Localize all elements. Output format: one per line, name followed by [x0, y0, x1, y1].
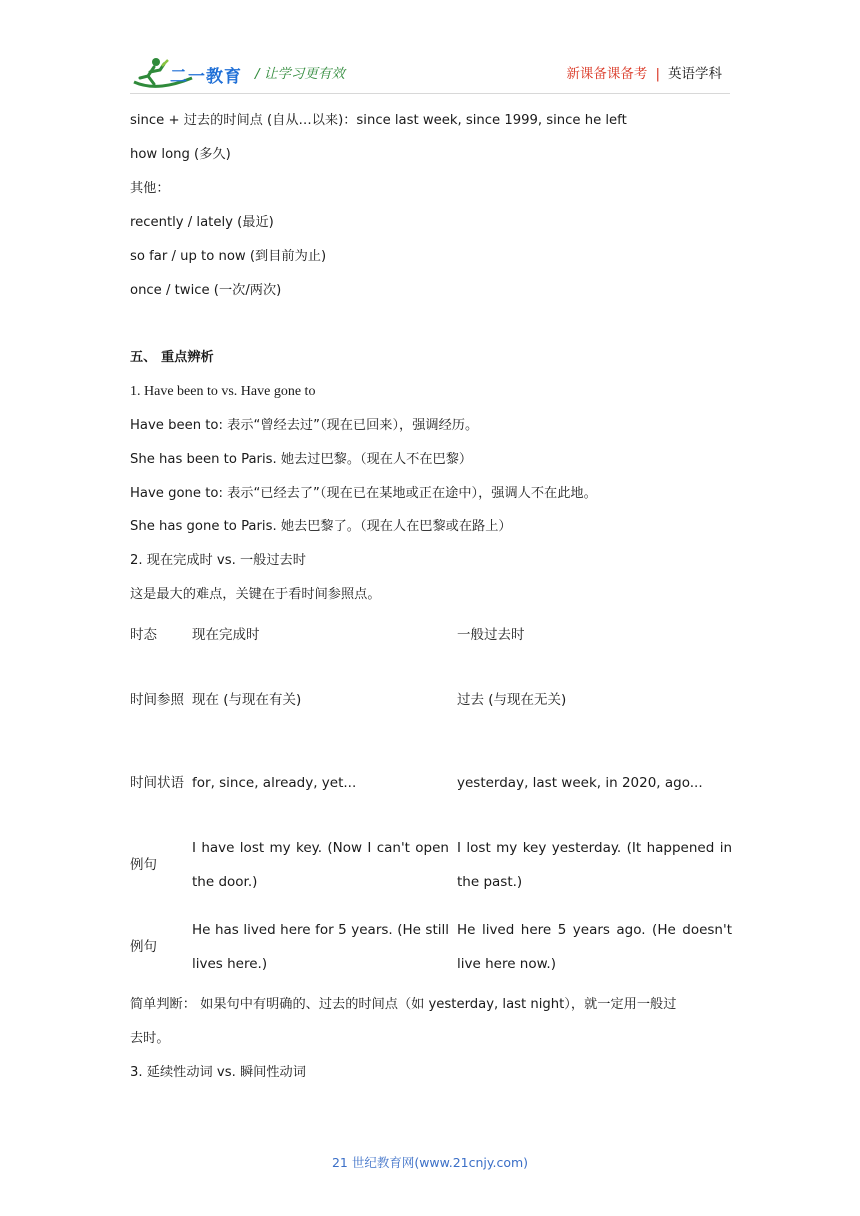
- header-separator: |: [655, 66, 660, 82]
- page-footer: 21 世纪教育网(www.21cnjy.com): [331, 1155, 529, 1170]
- logo-text: 二一教育: [170, 67, 242, 87]
- row-label: 时间状语: [130, 775, 184, 791]
- past-cell: I lost my key yesterday. (It happened in the past.): [457, 840, 732, 890]
- point2-title: 2. 现在完成时 vs. 一般过去时: [130, 553, 306, 568]
- row-label: 例句: [130, 939, 157, 955]
- page-header: [0, 0, 860, 110]
- once-line: once / twice (一次/两次): [130, 283, 282, 298]
- point1-gone-example: She has gone to Paris. 她去巴黎了。（现在人在巴黎或在路上）: [130, 519, 512, 534]
- recently-line: recently / lately (最近): [130, 215, 274, 230]
- howlong-line: how long (多久): [130, 147, 231, 162]
- judge-line-1: 简单判断： 如果句中有明确的、过去的时间点（如 yesterday, last night），就一定用一般过: [130, 997, 677, 1012]
- table-row: [130, 824, 732, 906]
- since-line: since + 过去的时间点 (自从…以来)：since last week, since 1999, since he left: [130, 113, 627, 128]
- table-header-cell: 时态: [130, 627, 157, 643]
- header-course-label: 新课备课备考: [566, 66, 648, 82]
- header-subject: [566, 62, 722, 82]
- header-slogan: / 让学习更有效: [255, 66, 345, 82]
- table-row: [130, 658, 732, 742]
- perfect-cell: He has lived here for 5 years. (He still lives here.): [192, 922, 449, 972]
- sofar-line: so far / up to now (到目前为止): [130, 249, 327, 264]
- perfect-cell: for, since, already, yet...: [192, 775, 357, 791]
- table-header-row: [130, 612, 732, 658]
- table-row: [130, 742, 732, 824]
- header-subject-label: 英语学科: [668, 66, 722, 82]
- table-header-cell: 现在完成时: [192, 627, 260, 643]
- table-row: [130, 906, 732, 988]
- perfect-cell: I have lost my key. (Now I can't open the door.): [192, 840, 449, 890]
- row-label: 例句: [130, 857, 157, 873]
- row-label: 时间参照: [130, 692, 184, 708]
- judge-line-2: 去时。: [130, 1031, 170, 1046]
- perfect-cell: 现在 (与现在有关): [192, 692, 302, 708]
- point1-been-example: She has been to Paris. 她去过巴黎。（现在人不在巴黎）: [130, 452, 473, 467]
- past-cell: He lived here 5 years ago. (He doesn't live here now.): [457, 922, 732, 972]
- table-header-cell: 一般过去时: [457, 627, 525, 643]
- point1-title: 1. Have been to vs. Have gone to: [130, 384, 316, 399]
- header-divider: [130, 93, 730, 94]
- past-cell: yesterday, last week, in 2020, ago...: [457, 775, 703, 791]
- point2-intro: 这是最大的难点，关键在于看时间参照点。: [130, 587, 381, 602]
- point3-title: 3. 延续性动词 vs. 瞬间性动词: [130, 1065, 306, 1080]
- tense-comparison-table: [130, 612, 732, 988]
- other-line: 其他：: [130, 181, 170, 196]
- point1-been: Have been to: 表示“曾经去过”（现在已回来），强调经历。: [130, 418, 479, 433]
- point1-gone: Have gone to: 表示“已经去了”（现在已在某地或正在途中），强调人不在此地。: [130, 486, 597, 501]
- past-cell: 过去 (与现在无关): [457, 692, 567, 708]
- section-heading: 五、 重点辨析: [130, 350, 214, 365]
